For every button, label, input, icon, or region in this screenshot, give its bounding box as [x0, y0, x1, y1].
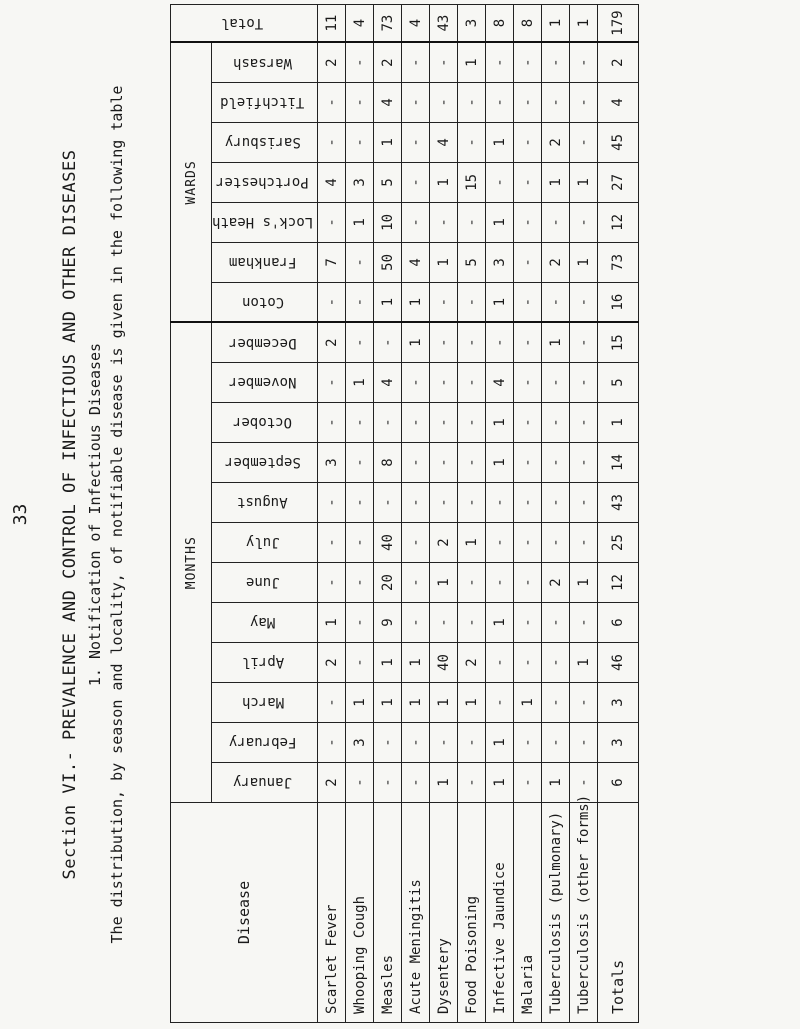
month-value: - [570, 322, 598, 362]
month-value: 1 [430, 683, 458, 723]
month-value: - [542, 523, 570, 563]
month-value: - [542, 363, 570, 403]
ward-value: - [514, 82, 542, 122]
ward-value: 1 [486, 122, 514, 162]
ward-value: - [570, 202, 598, 242]
table-row [374, 4, 402, 1022]
row-total: 1 [570, 4, 598, 42]
month-value: - [402, 603, 430, 643]
month-value: - [458, 363, 486, 403]
table-row [542, 4, 570, 1022]
ward-value: - [514, 242, 542, 282]
month-value: - [346, 763, 374, 803]
ward-value: - [430, 202, 458, 242]
table-row [458, 4, 486, 1022]
ward-value: 1 [486, 202, 514, 242]
month-value: - [346, 403, 374, 443]
ward-value: - [486, 162, 514, 202]
month-value: - [514, 322, 542, 362]
total-column-header: Total [171, 4, 318, 42]
month-value: - [402, 443, 430, 483]
row-total: 8 [486, 4, 514, 42]
month-value: 1 [570, 563, 598, 603]
month-value: 1 [402, 643, 430, 683]
month-header: March [212, 683, 318, 723]
totals-row [598, 4, 639, 1022]
disease-name: Malaria [514, 803, 542, 1023]
ward-value: - [402, 162, 430, 202]
ward-value: 5 [458, 242, 486, 282]
month-value: - [514, 443, 542, 483]
ward-value: - [318, 122, 346, 162]
month-value: - [402, 763, 430, 803]
month-total: 46 [598, 643, 639, 683]
month-value: - [458, 763, 486, 803]
table-row [318, 4, 346, 1022]
month-value: - [346, 523, 374, 563]
month-value: - [430, 403, 458, 443]
month-value: - [318, 563, 346, 603]
month-value: 3 [346, 723, 374, 763]
table-row [430, 4, 458, 1022]
row-total: 1 [542, 4, 570, 42]
ward-value: 1 [346, 202, 374, 242]
ward-value: 1 [430, 242, 458, 282]
disease-name: Food Poisoning [458, 803, 486, 1023]
month-value: 1 [374, 683, 402, 723]
month-value: 1 [486, 403, 514, 443]
month-value: - [542, 443, 570, 483]
month-value: 1 [570, 643, 598, 683]
month-value: 3 [318, 443, 346, 483]
ward-value: - [514, 282, 542, 322]
ward-value: - [402, 202, 430, 242]
month-header: October [212, 403, 318, 443]
month-header: August [212, 483, 318, 523]
month-value: - [486, 683, 514, 723]
ward-value: - [486, 42, 514, 82]
subtitle-distribution: The distribution, by season and locality, of notifiable disease is given in the following table [108, 85, 126, 944]
ward-value: - [542, 42, 570, 82]
month-header: April [212, 643, 318, 683]
ward-total: 16 [598, 282, 639, 322]
ward-value: - [318, 82, 346, 122]
month-value: - [570, 763, 598, 803]
month-total: 12 [598, 563, 639, 603]
month-value: 1 [486, 603, 514, 643]
ward-value: 4 [402, 242, 430, 282]
month-value: - [570, 723, 598, 763]
month-value: 1 [514, 683, 542, 723]
ward-value: 1 [458, 42, 486, 82]
month-total: 6 [598, 603, 639, 643]
section-title: Section VI.- PREVALENCE AND CONTROL OF INFECTIOUS AND OTHER DISEASES [60, 149, 80, 880]
month-value: - [346, 483, 374, 523]
month-value: - [374, 723, 402, 763]
month-value: - [542, 603, 570, 643]
row-total: 8 [514, 4, 542, 42]
ward-value: - [430, 282, 458, 322]
ward-value: - [458, 122, 486, 162]
month-value: - [542, 723, 570, 763]
disease-name: Dysentery [430, 803, 458, 1023]
month-value: - [514, 603, 542, 643]
ward-value: - [542, 82, 570, 122]
month-value: - [458, 723, 486, 763]
ward-total: 73 [598, 242, 639, 282]
month-total: 1 [598, 403, 639, 443]
ward-value: - [514, 42, 542, 82]
ward-value: 1 [374, 282, 402, 322]
ward-value: 1 [570, 162, 598, 202]
page-number: 33 [10, 503, 31, 526]
month-value: - [458, 603, 486, 643]
month-value: - [346, 322, 374, 362]
ward-value: - [318, 282, 346, 322]
ward-value: 1 [430, 162, 458, 202]
month-value: - [402, 363, 430, 403]
month-value: 1 [458, 683, 486, 723]
ward-value: - [402, 82, 430, 122]
ward-header: Portchester [212, 162, 318, 202]
month-value: 2 [458, 643, 486, 683]
month-value: 1 [542, 322, 570, 362]
ward-value: - [402, 42, 430, 82]
month-header: January [212, 763, 318, 803]
ward-value: - [570, 82, 598, 122]
month-value: - [514, 763, 542, 803]
row-total: 3 [458, 4, 486, 42]
month-value: 1 [430, 763, 458, 803]
month-header: May [212, 603, 318, 643]
month-value: - [430, 443, 458, 483]
disease-distribution-table [170, 4, 639, 1023]
ward-header: Titchfield [212, 82, 318, 122]
month-value: - [430, 322, 458, 362]
month-value: 2 [318, 763, 346, 803]
month-value: 1 [402, 683, 430, 723]
table-row [402, 4, 430, 1022]
ward-header: Frankham [212, 242, 318, 282]
disease-name: Measles [374, 803, 402, 1023]
month-total: 5 [598, 363, 639, 403]
month-value: - [570, 603, 598, 643]
disease-name: Scarlet Fever [318, 803, 346, 1023]
ward-value: 2 [374, 42, 402, 82]
month-value: - [402, 523, 430, 563]
month-header: November [212, 363, 318, 403]
ward-value: - [514, 122, 542, 162]
ward-value: - [346, 282, 374, 322]
month-value: - [514, 563, 542, 603]
month-value: - [514, 643, 542, 683]
month-value: 1 [346, 363, 374, 403]
month-value: - [402, 723, 430, 763]
ward-value: 2 [542, 242, 570, 282]
month-total: 6 [598, 763, 639, 803]
month-value: - [542, 683, 570, 723]
month-value: - [570, 523, 598, 563]
ward-value: - [514, 202, 542, 242]
month-header: July [212, 523, 318, 563]
month-value: - [486, 322, 514, 362]
grand-total: 179 [598, 4, 639, 42]
row-total: 4 [346, 4, 374, 42]
row-total: 73 [374, 4, 402, 42]
ward-value: 4 [374, 82, 402, 122]
ward-total: 27 [598, 162, 639, 202]
month-value: - [430, 723, 458, 763]
month-value: 2 [542, 563, 570, 603]
table-row [514, 4, 542, 1022]
month-header: December [212, 322, 318, 362]
ward-value: 2 [542, 122, 570, 162]
month-value: - [486, 523, 514, 563]
month-value: - [486, 643, 514, 683]
month-value: 2 [318, 643, 346, 683]
month-header: February [212, 723, 318, 763]
month-value: - [486, 483, 514, 523]
ward-value: - [346, 122, 374, 162]
month-total: 43 [598, 483, 639, 523]
month-value: 1 [542, 763, 570, 803]
ward-value: 3 [486, 242, 514, 282]
month-value: - [318, 523, 346, 563]
month-value: - [458, 403, 486, 443]
month-value: - [458, 483, 486, 523]
subtitle-notification: 1. Notification of Infectious Diseases [86, 342, 104, 687]
month-value: 20 [374, 563, 402, 603]
ward-value: - [346, 242, 374, 282]
table-row [570, 4, 598, 1022]
ward-value: 4 [430, 122, 458, 162]
month-value: 9 [374, 603, 402, 643]
ward-value: 2 [318, 42, 346, 82]
month-value: 1 [346, 683, 374, 723]
ward-value: - [486, 82, 514, 122]
month-total: 25 [598, 523, 639, 563]
ward-value: - [570, 122, 598, 162]
ward-value: 5 [374, 162, 402, 202]
row-total: 4 [402, 4, 430, 42]
month-value: 1 [486, 723, 514, 763]
ward-header: Warsash [212, 42, 318, 82]
month-value: - [318, 403, 346, 443]
disease-name: Infective Jaundice [486, 803, 514, 1023]
month-value: 1 [402, 322, 430, 362]
month-value: 40 [374, 523, 402, 563]
ward-value: 50 [374, 242, 402, 282]
month-value: - [430, 483, 458, 523]
month-value: - [346, 443, 374, 483]
table-row [486, 4, 514, 1022]
ward-value: - [458, 82, 486, 122]
month-value: - [318, 683, 346, 723]
ward-value: - [430, 42, 458, 82]
month-value: - [514, 363, 542, 403]
ward-value: 1 [374, 122, 402, 162]
month-total: 3 [598, 683, 639, 723]
ward-value: 10 [374, 202, 402, 242]
month-value: - [318, 363, 346, 403]
month-value: - [570, 363, 598, 403]
ward-value: - [318, 202, 346, 242]
disease-name: Whooping Cough [346, 803, 374, 1023]
ward-value: 1 [486, 282, 514, 322]
ward-value: - [570, 282, 598, 322]
ward-value: 3 [346, 162, 374, 202]
month-value: - [374, 322, 402, 362]
disease-column-header: Disease [171, 803, 318, 1023]
month-total: 3 [598, 723, 639, 763]
ward-value: 15 [458, 162, 486, 202]
month-value: - [486, 563, 514, 603]
ward-total: 12 [598, 202, 639, 242]
month-total: 15 [598, 322, 639, 362]
month-value: - [430, 603, 458, 643]
ward-value: 1 [542, 162, 570, 202]
month-value: - [374, 483, 402, 523]
month-value: 1 [486, 763, 514, 803]
month-value: - [374, 403, 402, 443]
months-group-header: MONTHS [171, 322, 212, 802]
ward-value: 7 [318, 242, 346, 282]
ward-value: - [514, 162, 542, 202]
month-value: - [570, 483, 598, 523]
ward-header: Coton [212, 282, 318, 322]
month-value: 40 [430, 643, 458, 683]
row-total: 43 [430, 4, 458, 42]
month-value: - [402, 403, 430, 443]
month-value: - [458, 563, 486, 603]
ward-value: 1 [570, 242, 598, 282]
disease-name: Acute Meningitis [402, 803, 430, 1023]
disease-name: Tuberculosis (pulmonary) [542, 803, 570, 1023]
month-header: September [212, 443, 318, 483]
ward-value: - [458, 202, 486, 242]
month-header: June [212, 563, 318, 603]
ward-total: 4 [598, 82, 639, 122]
month-value: 4 [374, 363, 402, 403]
month-value: 8 [374, 443, 402, 483]
month-value: - [318, 723, 346, 763]
month-value: - [542, 643, 570, 683]
month-value: 1 [458, 523, 486, 563]
month-total: 14 [598, 443, 639, 483]
ward-value: - [430, 82, 458, 122]
month-value: - [458, 443, 486, 483]
month-value: 2 [430, 523, 458, 563]
month-value: - [458, 322, 486, 362]
month-value: 1 [374, 643, 402, 683]
row-total: 11 [318, 4, 346, 42]
month-value: - [514, 403, 542, 443]
month-value: - [542, 403, 570, 443]
table-row [346, 4, 374, 1022]
month-value: - [514, 483, 542, 523]
ward-total: 2 [598, 42, 639, 82]
disease-name: Tuberculosis (other forms) [570, 803, 598, 1023]
ward-value: - [570, 42, 598, 82]
ward-value: 1 [402, 282, 430, 322]
month-value: - [346, 643, 374, 683]
month-value: - [570, 683, 598, 723]
ward-value: - [402, 122, 430, 162]
ward-value: - [542, 282, 570, 322]
month-value: 4 [486, 363, 514, 403]
month-value: - [514, 723, 542, 763]
ward-header: Sarisbury [212, 122, 318, 162]
month-value: - [430, 363, 458, 403]
month-value: - [570, 443, 598, 483]
ward-value: - [542, 202, 570, 242]
month-value: - [346, 603, 374, 643]
month-value: - [514, 523, 542, 563]
month-value: - [374, 763, 402, 803]
wards-group-header: WARDS [171, 42, 212, 322]
month-value: - [346, 563, 374, 603]
ward-value: - [346, 82, 374, 122]
month-value: 1 [486, 443, 514, 483]
month-value: - [542, 483, 570, 523]
ward-value: - [458, 282, 486, 322]
month-value: 1 [318, 603, 346, 643]
month-value: 1 [430, 563, 458, 603]
ward-header: Lock's Heath [212, 202, 318, 242]
totals-label: Totals [598, 803, 639, 1023]
month-value: - [402, 563, 430, 603]
ward-value: - [346, 42, 374, 82]
month-value: - [570, 403, 598, 443]
table-body [318, 4, 639, 1022]
month-value: 2 [318, 322, 346, 362]
month-value: - [318, 483, 346, 523]
ward-total: 45 [598, 122, 639, 162]
month-value: - [402, 483, 430, 523]
ward-value: 4 [318, 162, 346, 202]
